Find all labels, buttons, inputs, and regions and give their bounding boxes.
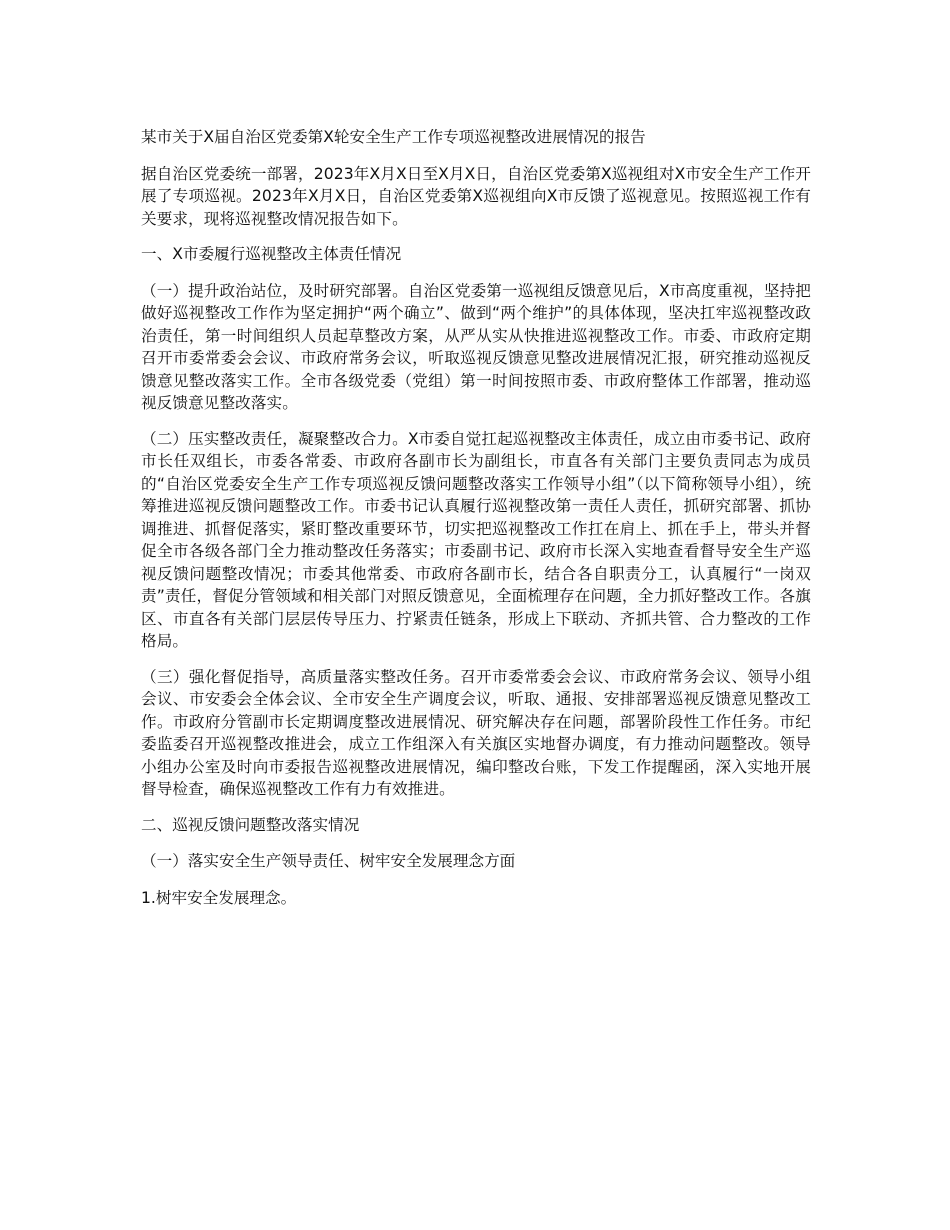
section-1-paragraph-1: （一）提升政治站位，及时研究部署。自治区党委第一巡视组反馈意见后，X市高度重视，坚持把做好巡视整改工作作为坚定拥护“两个确立”、做到“两个维护”的具体体现，坚决扛牢巡视整改政治责任，第一时间组织人员起草整改方案，从严从实从快推进巡视整改工作。市委、市政府定期召开市委常委会会议、市政府常务会议，听取巡视反馈意见整改进展情况汇报，研究推动巡视反馈意见整改落实工作。全市各级党委（党组）第一时间按照市委、市政府整体工作部署，推动巡视反馈意见整改落实。	[141, 281, 811, 412]
section-1-paragraph-2: （二）压实整改责任，凝聚整改合力。X市委自觉扛起巡视整改主体责任，成立由市委书记、政府市长任双组长，市委各常委、市政府各副市长为副组长，市直各有关部门主要负责同志为成员的“自治区党委安全生产工作专项巡视反馈问题整改落实工作领导小组”（以下简称领导小组），统筹推进巡视反馈问题整改工作。市委书记认真履行巡视整改第一责任人责任，抓研究部署、抓协调推进、抓督促落实，紧盯整改重要环节，切实把巡视整改工作扛在肩上、抓在手上，带头并督促全市各级各部门全力推动整改任务落实；市委副书记、政府市长深入实地查看督导安全生产巡视反馈问题整改情况；市委其他常委、市政府各副市长，结合各自职责分工，认真履行“一岗双责”责任，督促分管领域和相关部门对照反馈意见，全面梳理存在问题，全力抓好整改工作。各旗区、市直各有关部门层层传导压力、拧紧责任链条，形成上下联动、齐抓共管、合力整改的工作格局。	[141, 429, 811, 650]
intro-paragraph: 据自治区党委统一部署，2023年X月X日至X月X日，自治区党委第X巡视组对X市安全生产工作开展了专项巡视。2023年X月X日，自治区党委第X巡视组向X市反馈了巡视意见。按照巡视工作有关要求，现将巡视整改情况报告如下。	[141, 164, 811, 228]
section-1-paragraph-3: （三）强化督促指导，高质量落实整改任务。召开市委常委会会议、市政府常务会议、领导小组会议、市安委会全体会议、全市安全生产调度会议，听取、通报、安排部署巡视反馈意见整改工作。市政府分管副市长定期调度整改进展情况、研究解决存在问题，部署阶段性工作任务。市纪委监委召开巡视整改推进会，成立工作组深入有关旗区实地督办调度，有力推动问题整改。领导小组办公室及时向市委报告巡视整改进展情况，编印整改台账，下发工作提醒函，深入实地开展督导检查，确保巡视整改工作有力有效推进。	[141, 667, 811, 798]
section-2-item-1: 1.树牢安全发展理念。	[141, 888, 297, 907]
document-title: 某市关于X届自治区党委第X轮安全生产工作专项巡视整改进展情况的报告	[141, 128, 646, 146]
document-page	[141, 126, 811, 923]
section-1-heading: 一、X市委履行巡视整改主体责任情况	[141, 245, 402, 263]
section-2-heading: 二、巡视反馈问题整改落实情况	[141, 815, 360, 834]
section-2-subheading-1: （一）落实安全生产领导责任、树牢安全发展理念方面	[141, 852, 516, 870]
